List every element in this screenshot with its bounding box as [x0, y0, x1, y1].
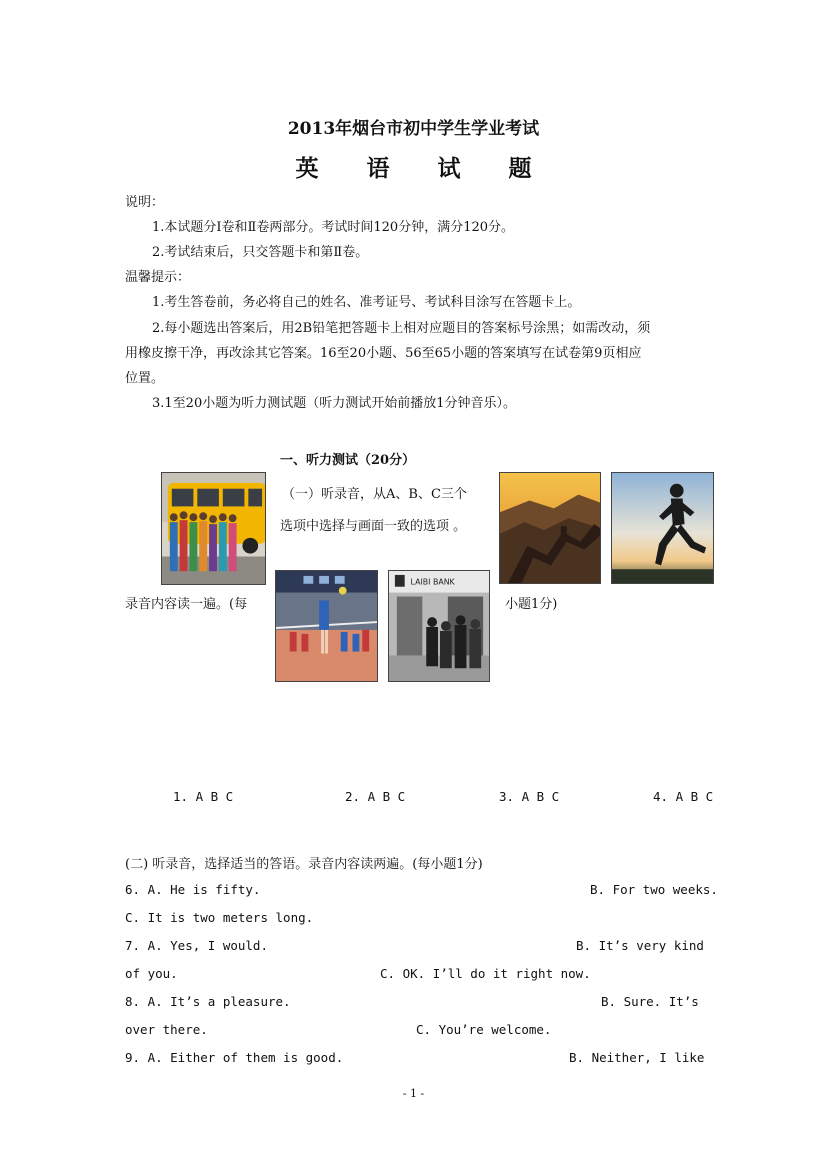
exam-title: 2013年烟台市初中学生学业考试	[287, 119, 540, 139]
part1-text-left: 录音内容读一遍。(每	[125, 597, 248, 612]
tip-item-1: 1.考生答卷前，务必将自己的姓名、准考证号、考试科目涂写在答题卡上。	[152, 295, 581, 310]
listening-heading: 一、听力测试（20分）	[280, 453, 416, 468]
tip-item-3: 3.1至20小题为听力测试题（听力测试开始前播放1分钟音乐）。	[152, 396, 516, 411]
instruction-item-1: 1.本试题分Ⅰ卷和Ⅱ卷两部分。考试时间120分钟，满分120分。	[152, 220, 515, 235]
tip-item-2-line-2: 用橡皮擦干净，再改涂其它答案。16至20小题、56至65小题的答案填写在试卷第9页相应	[125, 346, 642, 361]
answer-option-2: 2. A B C	[345, 789, 406, 804]
question-7-option-c: C. OK. I’ll do it right now.	[380, 966, 591, 981]
question-8-option-a: 8. A. It’s a pleasure.	[125, 994, 291, 1009]
question-9-option-b: B. Neither, I like	[569, 1050, 705, 1065]
question-7-option-a: 7. A. Yes, I would.	[125, 938, 268, 953]
tip-item-2-line-3: 位置。	[125, 371, 165, 386]
answer-option-3: 3. A B C	[499, 789, 560, 804]
part2-heading: (二) 听录音，选择适当的答语。录音内容读两遍。(每小题1分)	[125, 857, 483, 872]
subject-title: 英 语 试 题	[295, 155, 552, 182]
answer-option-4: 4. A B C	[653, 789, 714, 804]
tip-item-2-line-1: 2.每小题选出答案后，用2B铅笔把答题卡上相对应题目的答案标号涂黑；如需改动，须	[152, 321, 651, 336]
part1-text-right: 小题1分)	[505, 597, 558, 612]
bank-queue-photo	[388, 570, 490, 682]
question-6-option-b: B. For two weeks.	[590, 882, 718, 897]
bank-sign-text: LAIBI BANK	[410, 577, 455, 587]
tips-label: 温馨提示：	[125, 270, 191, 285]
question-7-option-b-cont: of you.	[125, 966, 178, 981]
part1-text-line-1: （一）听录音，从A、B、C三个	[282, 487, 467, 502]
question-8-option-b-cont: over there.	[125, 1022, 208, 1037]
question-7-option-b: B. It’s very kind	[576, 938, 704, 953]
part1-text-line-2: 选项中选择与画面一致的选项 。	[280, 519, 467, 534]
answer-option-1: 1. A B C	[173, 789, 234, 804]
volleyball-photo	[275, 570, 378, 682]
question-9-option-a: 9. A. Either of them is good.	[125, 1050, 344, 1065]
question-6-option-a: 6. A. He is fifty.	[125, 882, 261, 897]
question-6-option-c: C. It is two meters long.	[125, 910, 314, 925]
runner-photo	[611, 472, 714, 584]
page-number: - 1 -	[402, 1087, 425, 1100]
question-8-option-b: B. Sure. It’s	[601, 994, 699, 1009]
instructions-label: 说明：	[125, 195, 165, 210]
question-8-option-c: C. You’re welcome.	[416, 1022, 552, 1037]
school-bus-photo	[161, 472, 266, 585]
great-wall-photo	[499, 472, 601, 584]
instruction-item-2: 2.考试结束后，只交答题卡和第Ⅱ卷。	[152, 245, 369, 260]
